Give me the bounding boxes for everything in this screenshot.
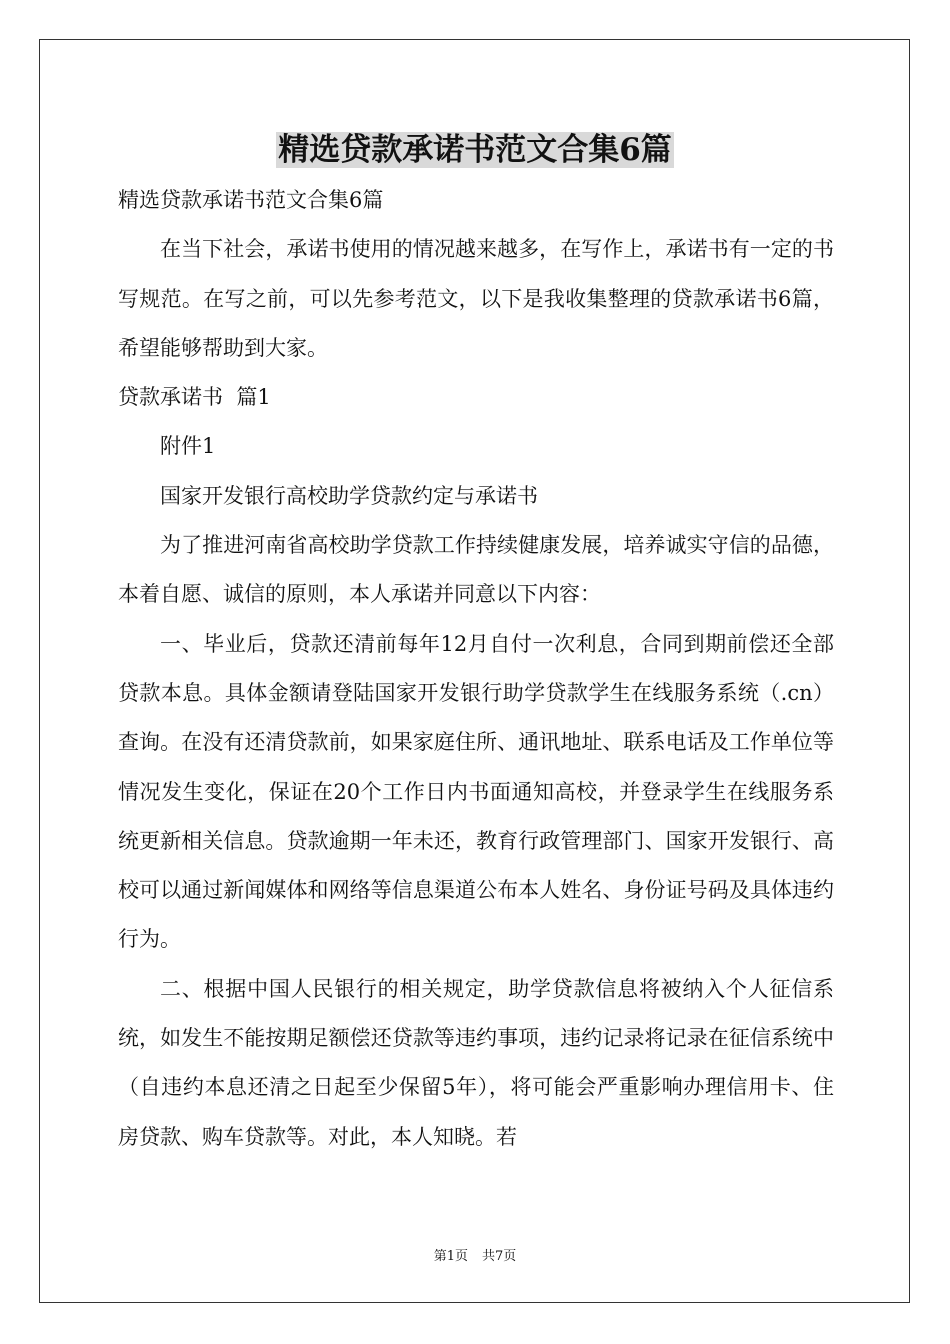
paragraph-subtitle: 精选贷款承诺书范文合集6篇 bbox=[118, 188, 384, 212]
section-heading-1: 贷款承诺书 篇1 bbox=[118, 385, 271, 410]
paragraph-clause-2: 二、根据中国人民银行的相关规定，助学贷款信息将被纳入个人征信系统，如发生不能按期足额偿还贷款等违约事项，违约记录将记录在征信系统中（自违约本息还清之日起至少保留5年），将可能会严重影响办理信用卡、住房贷款、购车贷款等。对此，本人知晓。若 bbox=[118, 976, 834, 1149]
paragraph-clause-1: 一、毕业后，贷款还清前每年12月自付一次利息，合同到期前偿还全部贷款本息。具体金额请登陆国家开发银行助学贷款学生在线服务系统（.cn）查询。在没有还清贷款前，如果家庭住所、通讯地址、联系电话及工作单位等情况发生变化，保证在20个工作日内书面通知高校，并登录学生在线服务系统更新相关信息。贷款逾期一年未还，教育行政管理部门、国家开发银行、高校可以通过新闻媒体和网络等信息渠道公布本人姓名、身份证号码及具体违约行为。 bbox=[118, 631, 834, 952]
paragraph-intro: 在当下社会，承诺书使用的情况越来越多，在写作上，承诺书有一定的书写规范。在写之前，可以先参考范文，以下是我收集整理的贷款承诺书6篇，希望能够帮助到大家。 bbox=[118, 237, 834, 360]
paragraph-agreement-title: 国家开发银行高校助学贷款约定与承诺书 bbox=[160, 483, 538, 508]
paragraph-attachment: 附件1 bbox=[160, 434, 216, 459]
paragraph-preamble: 为了推进河南省高校助学贷款工作持续健康发展，培养诚实守信的品德，本着自愿、诚信的原则，本人承诺并同意以下内容： bbox=[118, 533, 834, 607]
page-total: 共7页 bbox=[482, 1249, 517, 1264]
page-footer bbox=[0, 1248, 950, 1266]
page-number: 第1页 bbox=[433, 1249, 468, 1264]
document-body bbox=[118, 176, 834, 1162]
document-title bbox=[0, 128, 950, 172]
document-title-text: 精选贷款承诺书范文合集6篇 bbox=[278, 132, 672, 168]
